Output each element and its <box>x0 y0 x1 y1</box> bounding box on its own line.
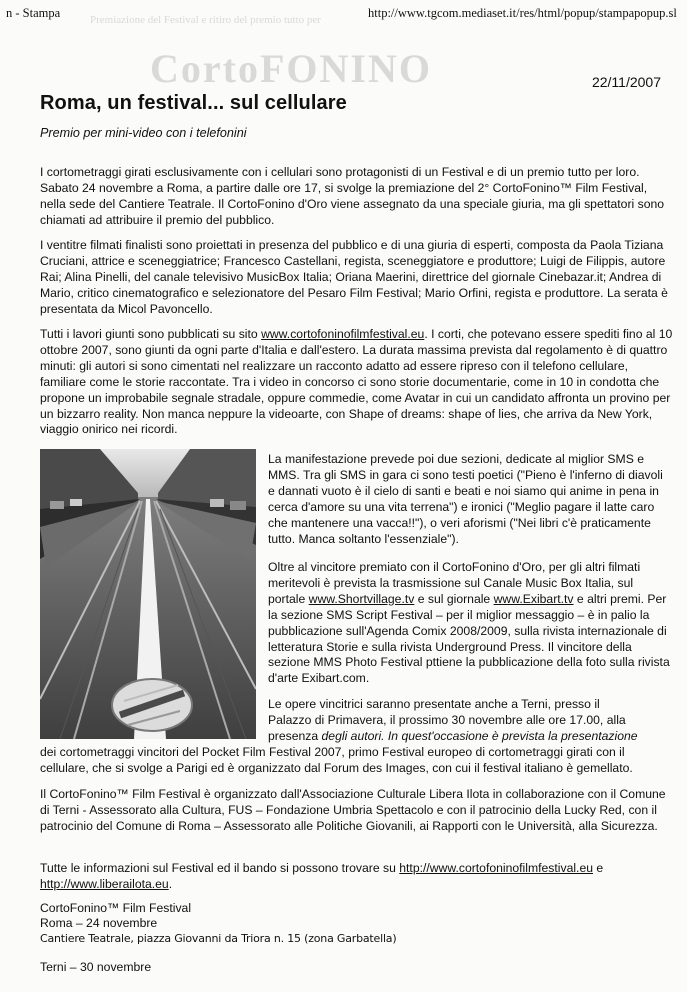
paragraph-sms-mms: La manifestazione prevede poi due sezioni, dedicate al miglior SMS e MMS. Tra gli SMS in gara ci sono testi poetici ("Pieno è l'inferno di diavoli e dannati vuoto è il cielo di santi e beati e noi siamo qui anime in pena in cerca d'amore su una vita terrena") e ironici ("Meglio pagare il latte caro che mantenere una vacca!!"), o veri aforismi ("Nei libri c'è praticamente tutto. Manca soltanto l'essenziale"). <box>268 452 663 546</box>
paragraph-info-links <box>40 861 674 893</box>
paragraph-pocket-film: dei cortometraggi vincitori del Pocket Film Festival 2007, primo Festival europeo di cortometraggi girati con il cellulare, che si svolge a Parigi ed è organizzato dal Forum des Images, con cui il festival italiano è gemellato. <box>40 745 633 775</box>
text: . <box>168 876 173 891</box>
liberailota-link[interactable]: http://www.liberailota.eu <box>40 876 169 891</box>
paragraph-jury: I ventitre filmati finalisti sono proiettati in presenza del pubblico e di una giuria di esperti, composta da Paola Tiziana Cruciani, attrice e sceneggiatrice; Francesco Castellani, regista, sceneggiatore e produttore; Luigi de Filippis, autore Rai; Alina Pinelli, del canale televisivo MusicBox Italia; Oriana Maerini, direttrice del giornale Cinebazar.it; Andrea di Mario, critico cinematografico e selezionatore del Pesaro Film Festival; Mario Orfini, regista e produttore. La serata è presentata da Micol Pavoncello. <box>40 238 668 316</box>
info-terni-date: Terni – 30 novembre <box>40 960 152 974</box>
festival-url-link[interactable]: http://www.cortofoninofilmfestival.eu <box>399 861 593 875</box>
info-venue: Cantiere Teatrale, piazza Giovanni da Triora n. 15 (zona Garbatella) <box>40 932 397 945</box>
paragraph-organizers: Il CortoFonino™ Film Festival è organizzato dall'Associazione Culturale Libera Ilota in collaborazione con il Comune di Terni - Assessorato alla Cultura, FUS – Fondazione Umbria Spettacolo e con il patrocinio della Lucky Red, con il patrocinio del Comune di Roma – Assessorato alle Politiche Giovanili, ai Rapporti con le Università, alla Sicurezza. <box>40 787 666 833</box>
street-photo <box>40 449 256 739</box>
paragraph-submissions <box>40 327 674 438</box>
print-header <box>0 0 687 26</box>
paragraph-terni-line2: Palazzo di Primavera, il prossimo 30 novembre alle ore 17.00, alla <box>268 713 626 727</box>
print-site-label: n - Stampa <box>6 6 61 20</box>
text: . I corti, che potevano essere spediti fino al 10 ottobre 2007, sono giunti da ogni parte d'Italia e dall'estero. La durata massima prevista dal regolamento è di quattro minuti: gli autori si sono cimentati nel realizzare un racconto adatto ad essere ripreso con il telefono cellulare, familiare come le storie raccontate. Tra i video in concorso ci sono storie documentarie, come in 10 in condotta che propone un improbabile segnale stradale, oppure commedie, come Avatar in cui un candidato affronta un provino per un bizzarro reality. Non manca neppure la videoarte, con Shape of dreams: shape of lies, che arriva da New York, viaggio onirico nei ricordi. <box>40 327 673 437</box>
info-festival-name: CortoFonino™ Film Festival <box>40 901 192 915</box>
text: e altri premi. Per la sezione SMS Script Festival – per il miglior messaggio – è in palio la pubblicazione sull'Agenda Comix 2008/2009, sulla rivista internazionale di letteratura Storie e sulla rivista Underground Press. Il vincitore della sezione MMS Photo Festival pttiene la pubblicazione della foto sulla rivista d'arte Exibart.com. <box>268 591 670 686</box>
text: e sul giornale <box>414 591 494 606</box>
info-rome-date: Roma – 24 novembre <box>40 916 158 930</box>
festival-site-link[interactable]: www.cortofoninofilmfestival.eu <box>261 327 425 341</box>
exibart-link[interactable]: www.Exibart.tv <box>493 591 574 606</box>
paragraph-prizes <box>268 560 670 687</box>
paragraph-terni-line3 <box>268 729 670 745</box>
shortvillage-link[interactable]: www.Shortvillage.tv <box>308 591 415 606</box>
paragraph-intro: I cortometraggi girati esclusivamente con i cellulari sono protagonisti di un Festival e di un premio tutto per loro. Sabato 24 novembre a Roma, a partire dalle ore 17, si svolge la premiazione del 2° CortoFonino™ Film Festival, nella sede del Cantiere Teatrale. Il CortoFonino d'Oro viene assegnato da una speciale giuria, ma gli spettatori sono chiamati ad attribuire il premio del pubblico. <box>40 165 665 227</box>
text: e <box>593 861 604 875</box>
print-url[interactable]: http://www.tgcom.mediaset.it/res/html/popup/stampapopup.sl <box>368 6 677 20</box>
article-subtitle: Premio per mini-video con i telefonini <box>40 126 247 140</box>
text: Tutti i lavori giunti sono pubblicati su sito <box>40 327 262 341</box>
article-title: Roma, un festival... sul cellulare <box>40 92 347 114</box>
paragraph-terni-line1: Le opere vincitrici saranno presentate anche a Terni, presso il <box>268 697 600 711</box>
text: presenza <box>268 729 322 743</box>
italic-text: degli autori. In quest'occasione è prevista la presentazione <box>321 729 638 743</box>
text: Oltre al vincitore premiato con il CortoFonino d'Oro, per gli altri filmati meritevoli è prevista la trasmissione sul Canale Music Box Italia, sul portale <box>268 560 641 606</box>
text: Tutte le informazioni sul Festival ed il bando si possono trovare su <box>40 861 400 875</box>
street-photo-image <box>40 449 256 739</box>
article-date: 22/11/2007 <box>591 74 661 90</box>
